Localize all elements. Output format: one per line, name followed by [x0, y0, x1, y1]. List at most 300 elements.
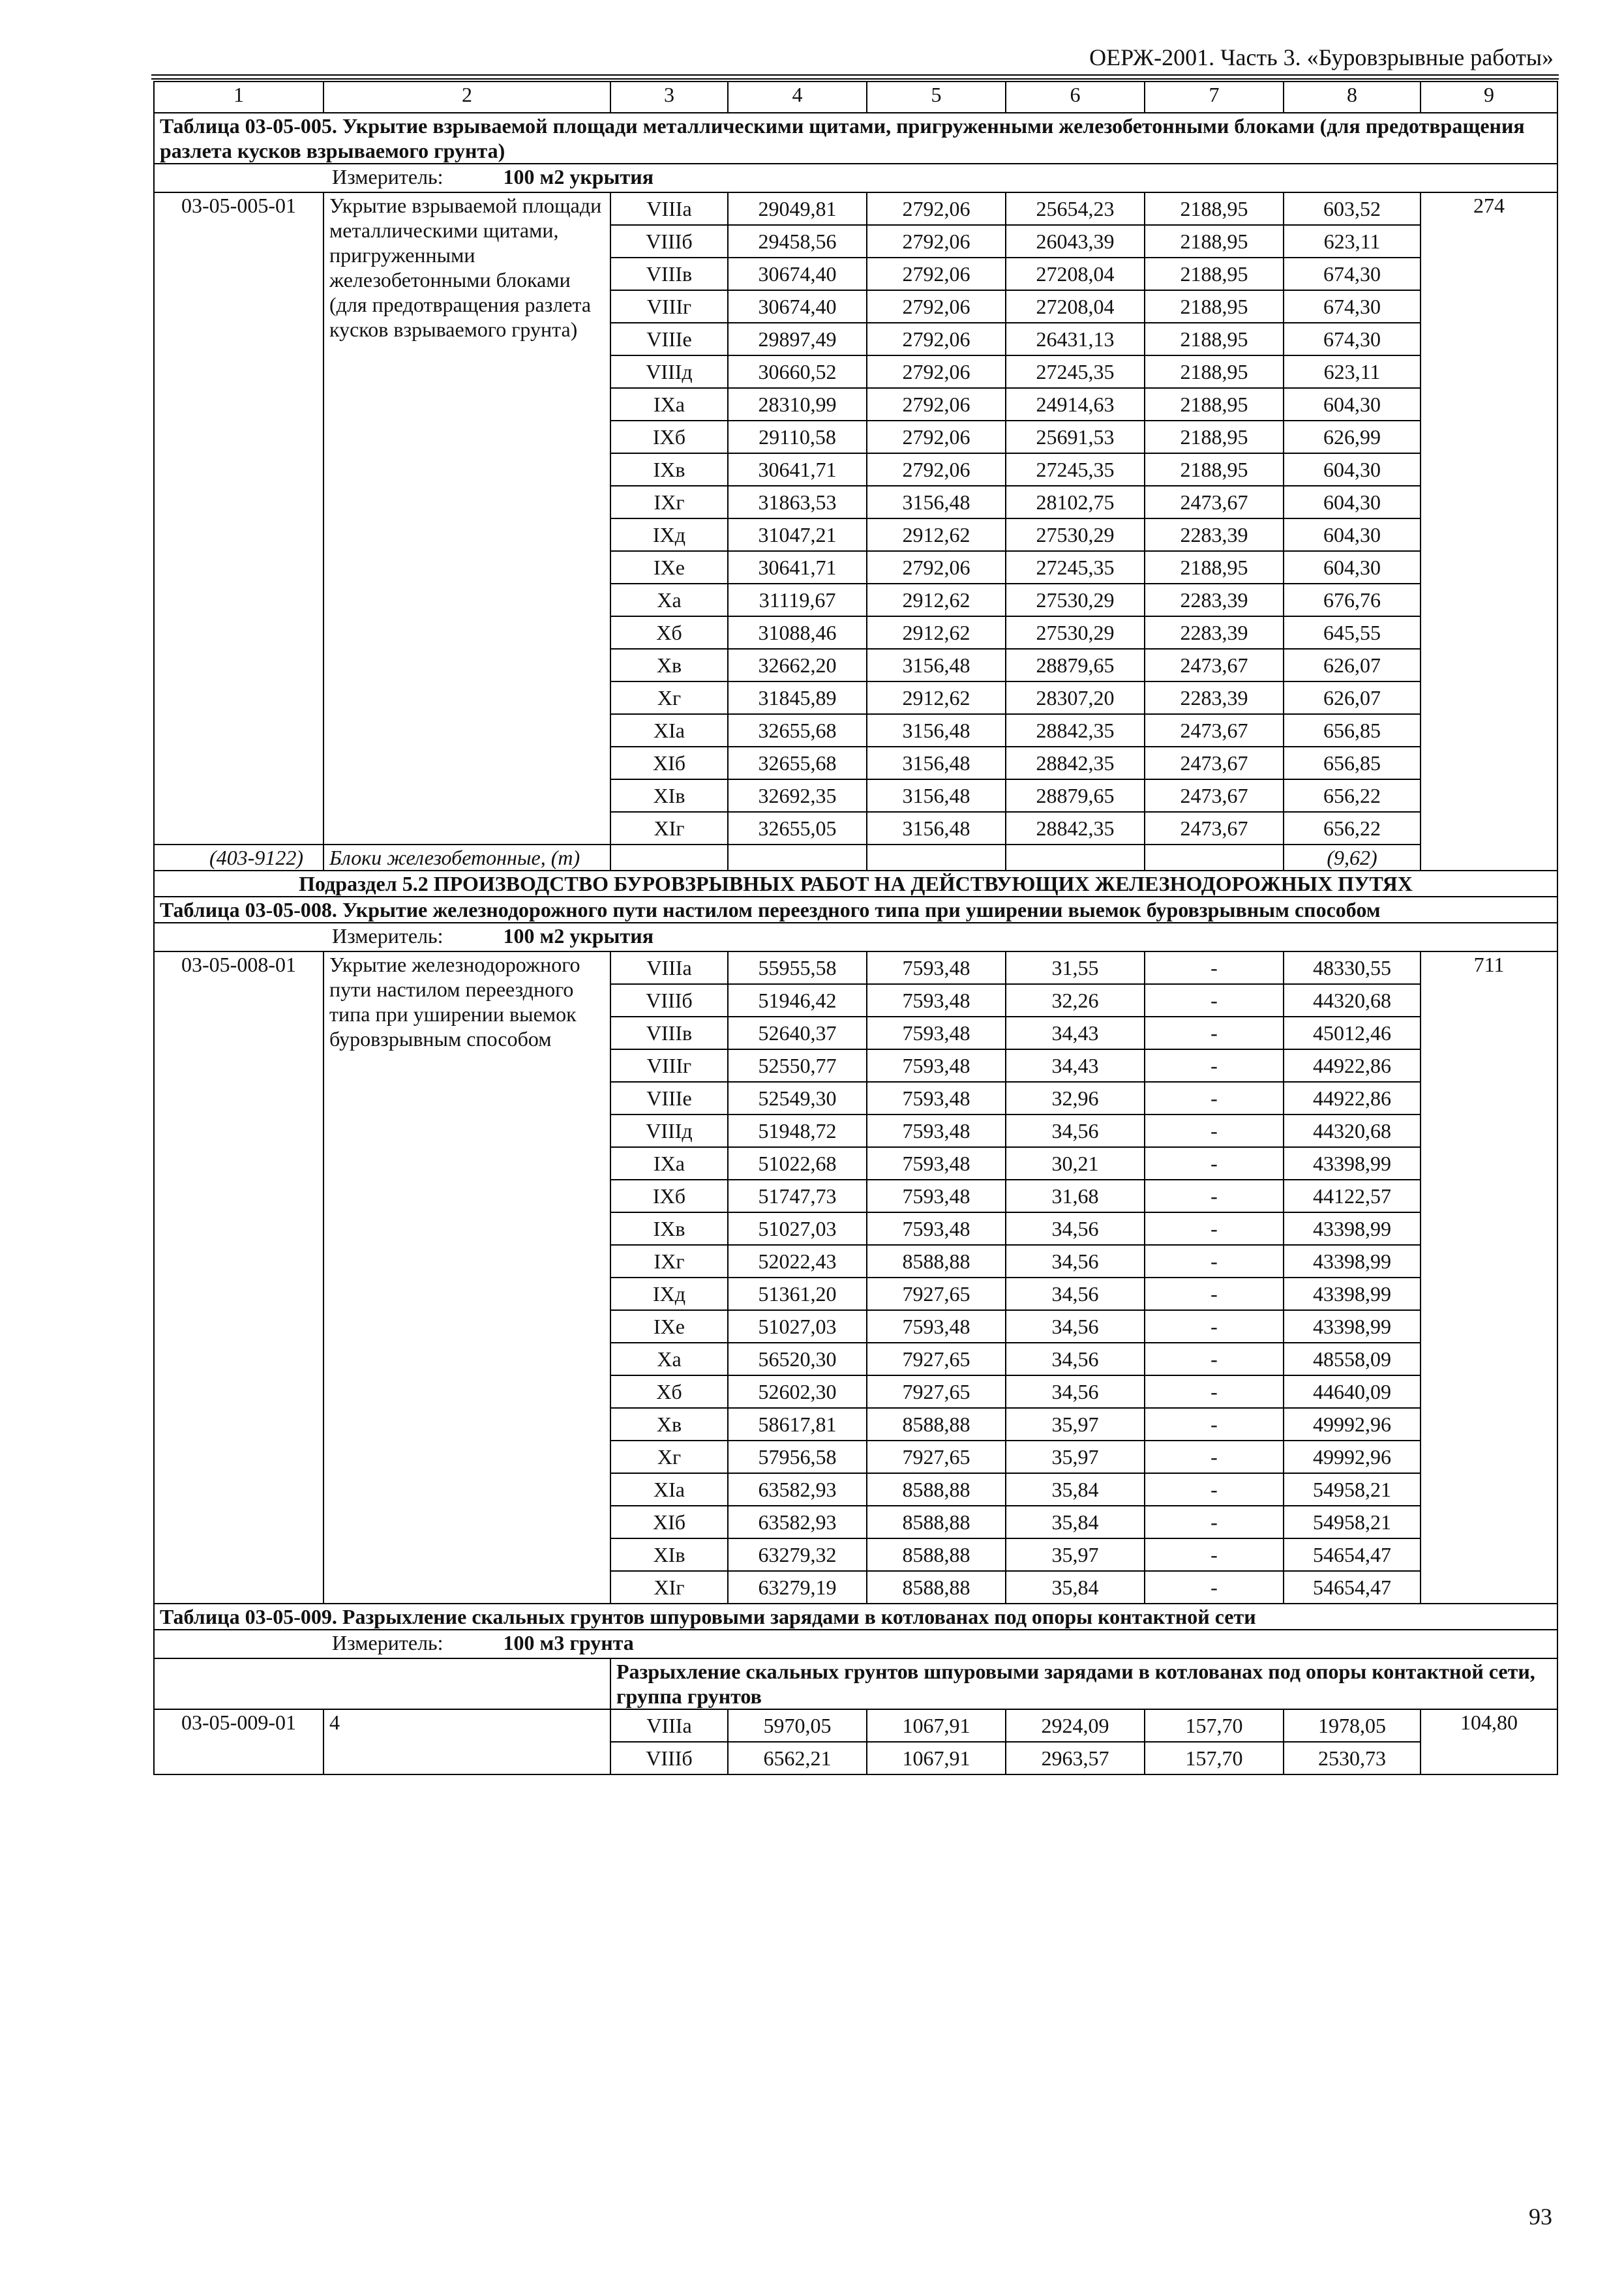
- empty-cell: [728, 845, 867, 871]
- empty-cell: [1006, 845, 1145, 871]
- table-row: [154, 192, 1557, 225]
- value-cell: 8588,88: [867, 1506, 1006, 1538]
- value-cell: 645,55: [1284, 616, 1421, 649]
- value-cell: 32,96: [1006, 1082, 1145, 1115]
- value-cell: -: [1145, 1212, 1284, 1245]
- soil-group-cell: XIа: [610, 1473, 728, 1506]
- empty-cell: [154, 1658, 610, 1709]
- value-cell: 51361,20: [728, 1278, 867, 1310]
- value-cell: 7593,48: [867, 984, 1006, 1017]
- soil-group-cell: VIIIб: [610, 984, 728, 1017]
- running-header: ОЕРЖ-2001. Часть 3. «Буровзрывные работы»: [1089, 44, 1554, 70]
- value-cell: 25654,23: [1006, 192, 1145, 225]
- value-cell: 44320,68: [1284, 1115, 1421, 1147]
- value-cell: 2473,67: [1145, 812, 1284, 845]
- value-cell: 28879,65: [1006, 649, 1145, 681]
- value-cell: 31119,67: [728, 584, 867, 616]
- value-cell: 30674,40: [728, 258, 867, 290]
- column-9-value: 104,80: [1421, 1709, 1557, 1774]
- column-number: 2: [323, 82, 610, 113]
- value-cell: 35,84: [1006, 1571, 1145, 1604]
- meter-row: [154, 164, 1557, 192]
- value-cell: 656,85: [1284, 714, 1421, 747]
- value-cell: 2473,67: [1145, 649, 1284, 681]
- soil-group-cell: XIв: [610, 779, 728, 812]
- table-title: Таблица 03-05-008. Укрытие железнодорожного пути настилом переездного типа при уширении выемок буровзрывным способом: [154, 897, 1557, 923]
- value-cell: 52640,37: [728, 1017, 867, 1049]
- subsection-title: Подраздел 5.2 ПРОИЗВОДСТВО БУРОВЗРЫВНЫХ РАБОТ НА ДЕЙСТВУЮЩИХ ЖЕЛЕЗНОДОРОЖНЫХ ПУТЯХ: [154, 871, 1557, 897]
- column-9-value: 274: [1421, 192, 1557, 871]
- value-cell: 2912,62: [867, 518, 1006, 551]
- value-cell: 28102,75: [1006, 486, 1145, 518]
- soil-group-cell: VIIIд: [610, 355, 728, 388]
- value-cell: 674,30: [1284, 258, 1421, 290]
- value-cell: 63582,93: [728, 1473, 867, 1506]
- value-cell: 32662,20: [728, 649, 867, 681]
- value-cell: 52022,43: [728, 1245, 867, 1278]
- value-cell: 2473,67: [1145, 779, 1284, 812]
- value-cell: 7927,65: [867, 1441, 1006, 1473]
- value-cell: 2792,06: [867, 323, 1006, 355]
- rate-description: 4: [323, 1709, 610, 1774]
- value-cell: 3156,48: [867, 812, 1006, 845]
- value-cell: 2792,06: [867, 355, 1006, 388]
- value-cell: 27208,04: [1006, 258, 1145, 290]
- value-cell: 2792,06: [867, 453, 1006, 486]
- soil-group-cell: XIг: [610, 812, 728, 845]
- value-cell: 35,97: [1006, 1538, 1145, 1571]
- column-9-value: 711: [1421, 951, 1557, 1604]
- value-cell: 2792,06: [867, 551, 1006, 584]
- table-title-row: [154, 897, 1557, 923]
- value-cell: 1067,91: [867, 1709, 1006, 1742]
- soil-group-cell: IXв: [610, 453, 728, 486]
- value-cell: 48558,09: [1284, 1343, 1421, 1375]
- value-cell: 54958,21: [1284, 1506, 1421, 1538]
- value-cell: -: [1145, 1245, 1284, 1278]
- value-cell: 63279,32: [728, 1538, 867, 1571]
- value-cell: 45012,46: [1284, 1017, 1421, 1049]
- value-cell: 31088,46: [728, 616, 867, 649]
- soil-group-cell: IXд: [610, 1278, 728, 1310]
- value-cell: 2473,67: [1145, 714, 1284, 747]
- value-cell: 2188,95: [1145, 192, 1284, 225]
- soil-group-cell: IXд: [610, 518, 728, 551]
- meter-value: 100 м3 грунта: [503, 1631, 634, 1654]
- value-cell: 2963,57: [1006, 1742, 1145, 1774]
- meter-label: Измеритель:: [332, 165, 444, 188]
- meter-label: Измеритель:: [332, 924, 444, 948]
- value-cell: 26043,39: [1006, 225, 1145, 258]
- value-cell: 6562,21: [728, 1742, 867, 1774]
- soil-group-cell: VIIIе: [610, 323, 728, 355]
- value-cell: -: [1145, 1473, 1284, 1506]
- value-cell: 8588,88: [867, 1538, 1006, 1571]
- value-cell: -: [1145, 951, 1284, 984]
- value-cell: 31047,21: [728, 518, 867, 551]
- value-cell: 24914,63: [1006, 388, 1145, 421]
- table-title-row: [154, 113, 1557, 164]
- value-cell: 2792,06: [867, 388, 1006, 421]
- value-cell: 52549,30: [728, 1082, 867, 1115]
- value-cell: 32655,68: [728, 714, 867, 747]
- value-cell: 2792,06: [867, 258, 1006, 290]
- value-cell: 28842,35: [1006, 714, 1145, 747]
- meter: [154, 1630, 1557, 1658]
- soil-group-cell: VIIIа: [610, 1709, 728, 1742]
- value-cell: 35,84: [1006, 1473, 1145, 1506]
- value-cell: 3156,48: [867, 486, 1006, 518]
- value-cell: 48330,55: [1284, 951, 1421, 984]
- soil-group-cell: IXв: [610, 1212, 728, 1245]
- soil-group-cell: XIа: [610, 714, 728, 747]
- value-cell: 7593,48: [867, 1212, 1006, 1245]
- value-cell: 34,56: [1006, 1310, 1145, 1343]
- value-cell: 7927,65: [867, 1278, 1006, 1310]
- value-cell: 2188,95: [1145, 421, 1284, 453]
- value-cell: 35,84: [1006, 1506, 1145, 1538]
- value-cell: 29049,81: [728, 192, 867, 225]
- value-cell: 2283,39: [1145, 616, 1284, 649]
- value-cell: 57956,58: [728, 1441, 867, 1473]
- value-cell: 2924,09: [1006, 1709, 1145, 1742]
- value-cell: 31863,53: [728, 486, 867, 518]
- value-cell: 2792,06: [867, 192, 1006, 225]
- value-cell: 27530,29: [1006, 616, 1145, 649]
- value-cell: -: [1145, 1147, 1284, 1180]
- value-cell: 31,55: [1006, 951, 1145, 984]
- value-cell: 2188,95: [1145, 323, 1284, 355]
- value-cell: 43398,99: [1284, 1147, 1421, 1180]
- rate-code: 03-05-008-01: [154, 951, 323, 1604]
- soil-group-cell: IXа: [610, 1147, 728, 1180]
- soil-group-cell: IXе: [610, 1310, 728, 1343]
- value-cell: 8588,88: [867, 1571, 1006, 1604]
- value-cell: 3156,48: [867, 649, 1006, 681]
- value-cell: 2283,39: [1145, 584, 1284, 616]
- meter-row: [154, 1630, 1557, 1658]
- table-body: [154, 82, 1557, 1774]
- value-cell: 7593,48: [867, 1180, 1006, 1212]
- value-cell: 28879,65: [1006, 779, 1145, 812]
- value-cell: 30641,71: [728, 551, 867, 584]
- value-cell: 2188,95: [1145, 290, 1284, 323]
- value-cell: 656,22: [1284, 779, 1421, 812]
- column-number: 4: [728, 82, 867, 113]
- page-number: 93: [1529, 2204, 1552, 2230]
- value-cell: 157,70: [1145, 1709, 1284, 1742]
- value-cell: 674,30: [1284, 290, 1421, 323]
- soil-group-cell: VIIIг: [610, 1049, 728, 1082]
- value-cell: 2912,62: [867, 584, 1006, 616]
- soil-group-cell: Xб: [610, 1375, 728, 1408]
- value-cell: 56520,30: [728, 1343, 867, 1375]
- value-cell: 1978,05: [1284, 1709, 1421, 1742]
- soil-group-cell: Xв: [610, 1408, 728, 1441]
- value-cell: 44922,86: [1284, 1082, 1421, 1115]
- resource-value: (9,62): [1284, 845, 1421, 871]
- value-cell: 7593,48: [867, 1049, 1006, 1082]
- value-cell: 656,22: [1284, 812, 1421, 845]
- table-title: Таблица 03-05-005. Укрытие взрываемой площади металлическими щитами, пригруженными железобетонными блоками (для предотвращения разлета кусков взрываемого грунта): [154, 113, 1557, 164]
- value-cell: 7927,65: [867, 1375, 1006, 1408]
- value-cell: 27208,04: [1006, 290, 1145, 323]
- value-cell: 44320,68: [1284, 984, 1421, 1017]
- soil-group-cell: XIб: [610, 747, 728, 779]
- value-cell: -: [1145, 1180, 1284, 1212]
- value-cell: 3156,48: [867, 747, 1006, 779]
- value-cell: -: [1145, 1343, 1284, 1375]
- value-cell: 5970,05: [728, 1709, 867, 1742]
- table-row: [154, 1709, 1557, 1742]
- column-number: 9: [1421, 82, 1557, 113]
- soil-group-cell: VIIIа: [610, 951, 728, 984]
- value-cell: 26431,13: [1006, 323, 1145, 355]
- value-cell: 603,52: [1284, 192, 1421, 225]
- value-cell: 676,76: [1284, 584, 1421, 616]
- value-cell: 63279,19: [728, 1571, 867, 1604]
- column-number-row: [154, 82, 1557, 113]
- column-number: 1: [154, 82, 323, 113]
- value-cell: 604,30: [1284, 388, 1421, 421]
- value-cell: 44640,09: [1284, 1375, 1421, 1408]
- value-cell: -: [1145, 1049, 1284, 1082]
- soil-group-cell: Xа: [610, 1343, 728, 1375]
- value-cell: 604,30: [1284, 518, 1421, 551]
- soil-group-cell: IXб: [610, 1180, 728, 1212]
- value-cell: -: [1145, 1278, 1284, 1310]
- value-cell: -: [1145, 1408, 1284, 1441]
- value-cell: 27245,35: [1006, 355, 1145, 388]
- value-cell: 29110,58: [728, 421, 867, 453]
- value-cell: 674,30: [1284, 323, 1421, 355]
- value-cell: 623,11: [1284, 225, 1421, 258]
- value-cell: 2473,67: [1145, 747, 1284, 779]
- value-cell: 32692,35: [728, 779, 867, 812]
- value-cell: 32,26: [1006, 984, 1145, 1017]
- value-cell: 35,97: [1006, 1408, 1145, 1441]
- value-cell: 51027,03: [728, 1310, 867, 1343]
- column-number: 8: [1284, 82, 1421, 113]
- value-cell: 51747,73: [728, 1180, 867, 1212]
- soil-group-cell: Xг: [610, 1441, 728, 1473]
- soil-group-cell: IXг: [610, 486, 728, 518]
- value-cell: 30,21: [1006, 1147, 1145, 1180]
- value-cell: 623,11: [1284, 355, 1421, 388]
- value-cell: 3156,48: [867, 779, 1006, 812]
- column-number: 3: [610, 82, 728, 113]
- value-cell: 32655,68: [728, 747, 867, 779]
- value-cell: 43398,99: [1284, 1212, 1421, 1245]
- value-cell: 2188,95: [1145, 258, 1284, 290]
- value-cell: 34,56: [1006, 1212, 1145, 1245]
- value-cell: 51948,72: [728, 1115, 867, 1147]
- value-cell: 2188,95: [1145, 551, 1284, 584]
- value-cell: 25691,53: [1006, 421, 1145, 453]
- value-cell: 157,70: [1145, 1742, 1284, 1774]
- soil-group-cell: XIг: [610, 1571, 728, 1604]
- meter-value: 100 м2 укрытия: [503, 924, 654, 948]
- value-cell: 7593,48: [867, 1310, 1006, 1343]
- value-cell: 55955,58: [728, 951, 867, 984]
- value-cell: 626,99: [1284, 421, 1421, 453]
- value-cell: 54958,21: [1284, 1473, 1421, 1506]
- header-rule: [151, 74, 1559, 76]
- value-cell: 44922,86: [1284, 1049, 1421, 1082]
- value-cell: 32655,05: [728, 812, 867, 845]
- value-cell: 44122,57: [1284, 1180, 1421, 1212]
- value-cell: 63582,93: [728, 1506, 867, 1538]
- value-cell: 2283,39: [1145, 681, 1284, 714]
- table-title: Таблица 03-05-009. Разрыхление скальных грунтов шпуровыми зарядами в котлованах под опоры контактной сети: [154, 1604, 1557, 1630]
- value-cell: 35,97: [1006, 1441, 1145, 1473]
- soil-group-cell: VIIIв: [610, 1017, 728, 1049]
- value-cell: 7593,48: [867, 1082, 1006, 1115]
- value-cell: -: [1145, 1506, 1284, 1538]
- rate-code: 03-05-009-01: [154, 1709, 323, 1774]
- meter: [154, 164, 1557, 192]
- value-cell: 8588,88: [867, 1473, 1006, 1506]
- soil-group-cell: XIв: [610, 1538, 728, 1571]
- soil-group-cell: VIIIв: [610, 258, 728, 290]
- value-cell: 27245,35: [1006, 551, 1145, 584]
- value-cell: 2283,39: [1145, 518, 1284, 551]
- soil-group-cell: Xг: [610, 681, 728, 714]
- value-cell: 2188,95: [1145, 355, 1284, 388]
- soil-group-cell: VIIIб: [610, 225, 728, 258]
- value-cell: 34,56: [1006, 1115, 1145, 1147]
- value-cell: 43398,99: [1284, 1278, 1421, 1310]
- value-cell: 2530,73: [1284, 1742, 1421, 1774]
- group-header-row: [154, 1658, 1557, 1709]
- value-cell: -: [1145, 1441, 1284, 1473]
- value-cell: 2912,62: [867, 681, 1006, 714]
- value-cell: 27245,35: [1006, 453, 1145, 486]
- column-number: 6: [1006, 82, 1145, 113]
- column-number: 5: [867, 82, 1006, 113]
- value-cell: 2792,06: [867, 225, 1006, 258]
- value-cell: 31845,89: [728, 681, 867, 714]
- value-cell: 1067,91: [867, 1742, 1006, 1774]
- column-number: 7: [1145, 82, 1284, 113]
- resource-row: [154, 845, 1557, 871]
- soil-group-cell: VIIIе: [610, 1082, 728, 1115]
- value-cell: 28307,20: [1006, 681, 1145, 714]
- value-cell: 604,30: [1284, 551, 1421, 584]
- value-cell: 34,43: [1006, 1017, 1145, 1049]
- value-cell: 29458,56: [728, 225, 867, 258]
- value-cell: 34,56: [1006, 1245, 1145, 1278]
- value-cell: 27530,29: [1006, 518, 1145, 551]
- value-cell: 54654,47: [1284, 1571, 1421, 1604]
- value-cell: 49992,96: [1284, 1408, 1421, 1441]
- value-cell: 34,56: [1006, 1343, 1145, 1375]
- value-cell: 49992,96: [1284, 1441, 1421, 1473]
- value-cell: 7927,65: [867, 1343, 1006, 1375]
- value-cell: 7593,48: [867, 951, 1006, 984]
- value-cell: 604,30: [1284, 453, 1421, 486]
- resource-code: (403-9122): [154, 845, 323, 871]
- value-cell: 34,43: [1006, 1049, 1145, 1082]
- soil-group-cell: IXг: [610, 1245, 728, 1278]
- value-cell: 28842,35: [1006, 812, 1145, 845]
- value-cell: 34,56: [1006, 1278, 1145, 1310]
- value-cell: 54654,47: [1284, 1538, 1421, 1571]
- soil-group-cell: Xв: [610, 649, 728, 681]
- value-cell: 2473,67: [1145, 486, 1284, 518]
- soil-group-cell: IXе: [610, 551, 728, 584]
- meter: [154, 923, 1557, 951]
- soil-group-cell: IXб: [610, 421, 728, 453]
- rate-description: Укрытие взрываемой площади металлическими щитами, пригруженными железобетонными блоками (для предотвращения разлета кусков взрываемого грунта): [323, 192, 610, 845]
- value-cell: 2188,95: [1145, 453, 1284, 486]
- value-cell: 51946,42: [728, 984, 867, 1017]
- value-cell: 8588,88: [867, 1245, 1006, 1278]
- empty-cell: [1145, 845, 1284, 871]
- value-cell: 29897,49: [728, 323, 867, 355]
- table-title-row: [154, 1604, 1557, 1630]
- group-header: Разрыхление скальных грунтов шпуровыми зарядами в котлованах под опоры контактной сети, группа грунтов: [610, 1658, 1557, 1709]
- value-cell: 2188,95: [1145, 225, 1284, 258]
- value-cell: 604,30: [1284, 486, 1421, 518]
- meter-value: 100 м2 укрытия: [503, 165, 654, 188]
- value-cell: 30641,71: [728, 453, 867, 486]
- meter-label: Измеритель:: [332, 1631, 444, 1654]
- value-cell: 43398,99: [1284, 1310, 1421, 1343]
- value-cell: 626,07: [1284, 649, 1421, 681]
- soil-group-cell: Xб: [610, 616, 728, 649]
- value-cell: 2912,62: [867, 616, 1006, 649]
- value-cell: -: [1145, 1115, 1284, 1147]
- value-cell: 2792,06: [867, 421, 1006, 453]
- soil-group-cell: VIIIг: [610, 290, 728, 323]
- empty-cell: [867, 845, 1006, 871]
- value-cell: -: [1145, 1017, 1284, 1049]
- value-cell: -: [1145, 1082, 1284, 1115]
- value-cell: 8588,88: [867, 1408, 1006, 1441]
- value-cell: 656,85: [1284, 747, 1421, 779]
- subsection-row: [154, 871, 1557, 897]
- value-cell: 30660,52: [728, 355, 867, 388]
- soil-group-cell: IXа: [610, 388, 728, 421]
- value-cell: 7593,48: [867, 1115, 1006, 1147]
- table-row: [154, 951, 1557, 984]
- rate-description: Укрытие железнодорожного пути настилом переездного типа при уширении выемок буровзрывным способом: [323, 951, 610, 1604]
- value-cell: 7593,48: [867, 1017, 1006, 1049]
- soil-group-cell: VIIIб: [610, 1742, 728, 1774]
- soil-group-cell: VIIIд: [610, 1115, 728, 1147]
- value-cell: 27530,29: [1006, 584, 1145, 616]
- value-cell: -: [1145, 1571, 1284, 1604]
- value-cell: 43398,99: [1284, 1245, 1421, 1278]
- value-cell: 28310,99: [728, 388, 867, 421]
- value-cell: 52602,30: [728, 1375, 867, 1408]
- value-cell: -: [1145, 1310, 1284, 1343]
- rate-code: 03-05-005-01: [154, 192, 323, 845]
- value-cell: -: [1145, 984, 1284, 1017]
- resource-name: Блоки железобетонные, (т): [323, 845, 610, 871]
- meter-row: [154, 923, 1557, 951]
- rates-table: [153, 81, 1558, 1775]
- value-cell: 2188,95: [1145, 388, 1284, 421]
- value-cell: 3156,48: [867, 714, 1006, 747]
- soil-group-cell: VIIIа: [610, 192, 728, 225]
- value-cell: -: [1145, 1375, 1284, 1408]
- value-cell: 34,56: [1006, 1375, 1145, 1408]
- value-cell: 7593,48: [867, 1147, 1006, 1180]
- value-cell: 51027,03: [728, 1212, 867, 1245]
- value-cell: 51022,68: [728, 1147, 867, 1180]
